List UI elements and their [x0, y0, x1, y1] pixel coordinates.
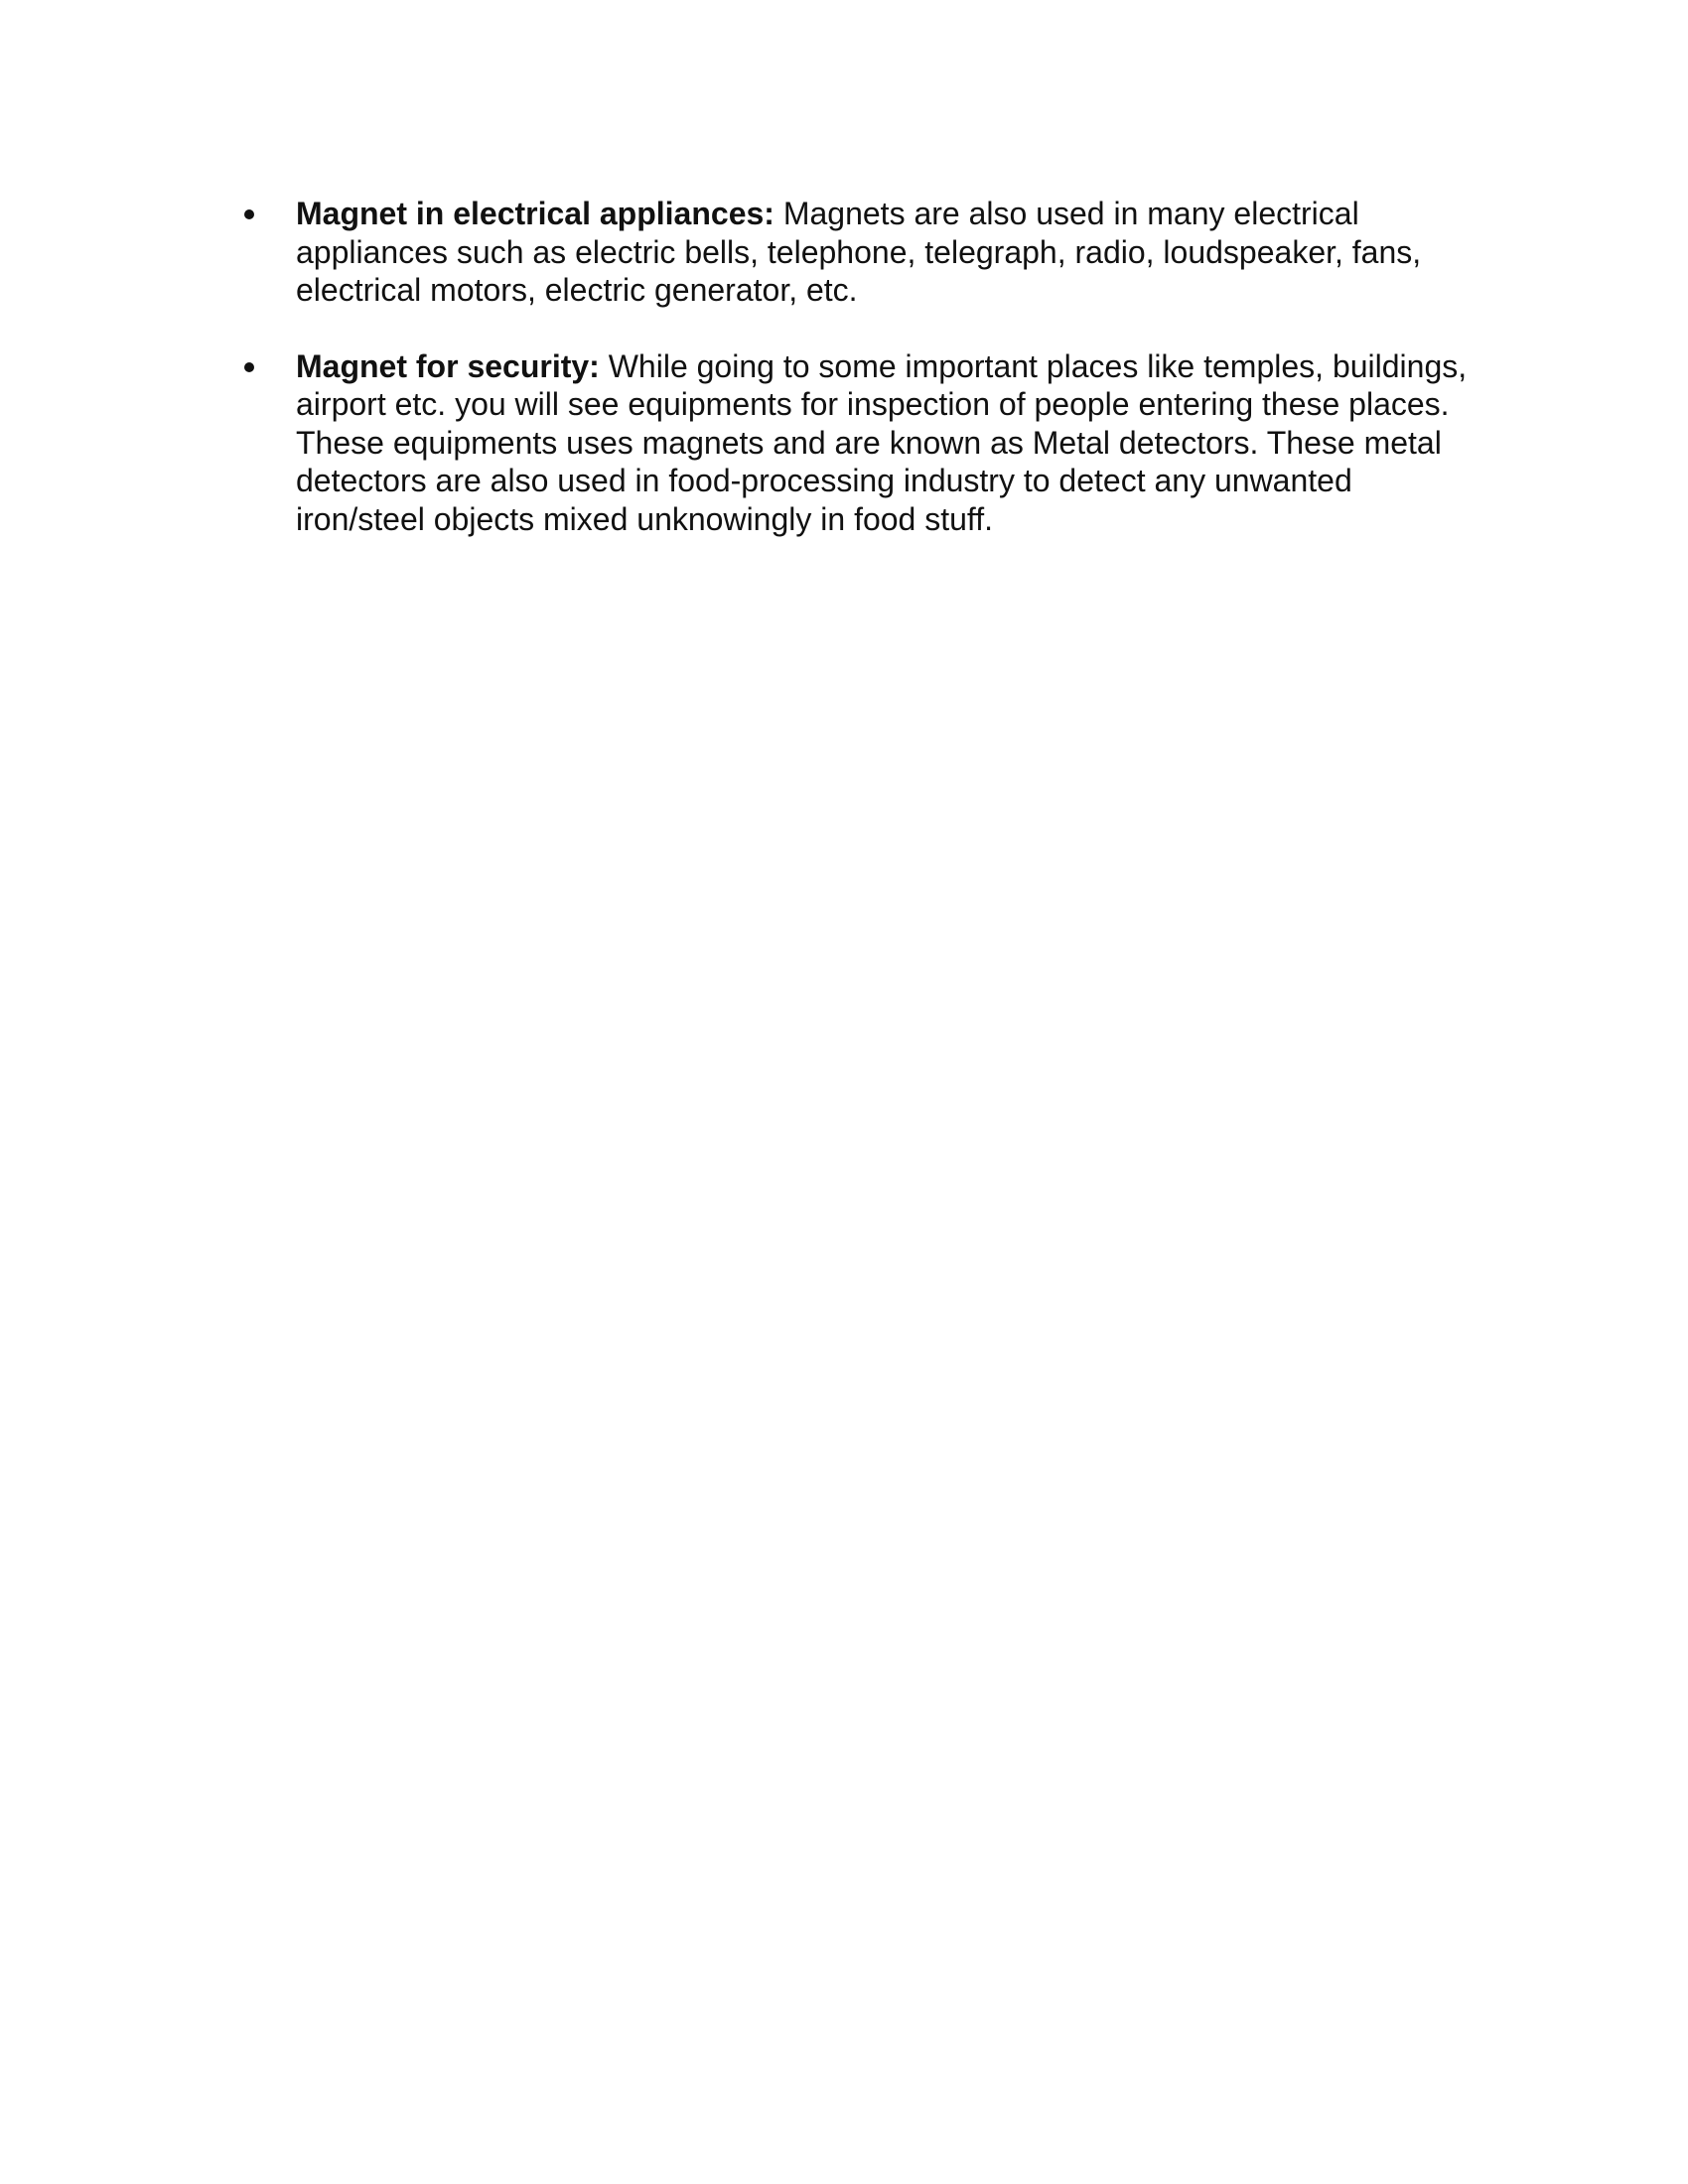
bullet-text: While going to some important places like temples, buildings, airport etc. you will see equipments for inspection of people entering these places. These equipments uses magnets and are known as Metal detectors. These metal detectors are also used in food-processing industry to detect any unwanted iron/steel objects mixed unknowingly in food stuff. — [296, 347, 1468, 537]
bullet-text: Magnets are also used in many electrical appliances such as electric bells, telephone, telegraph, radio, loudspeaker, fans, electrical motors, electric generator, etc. — [296, 196, 1422, 308]
bullet-item-security — [244, 347, 1476, 539]
bullet-term: Magnet for security: — [296, 347, 600, 384]
bullet-icon — [244, 362, 254, 372]
bullet-list — [244, 195, 1476, 576]
bullet-item-electrical-appliances — [244, 195, 1476, 310]
bullet-term: Magnet in electrical appliances: — [296, 196, 774, 231]
bullet-icon — [244, 209, 254, 219]
